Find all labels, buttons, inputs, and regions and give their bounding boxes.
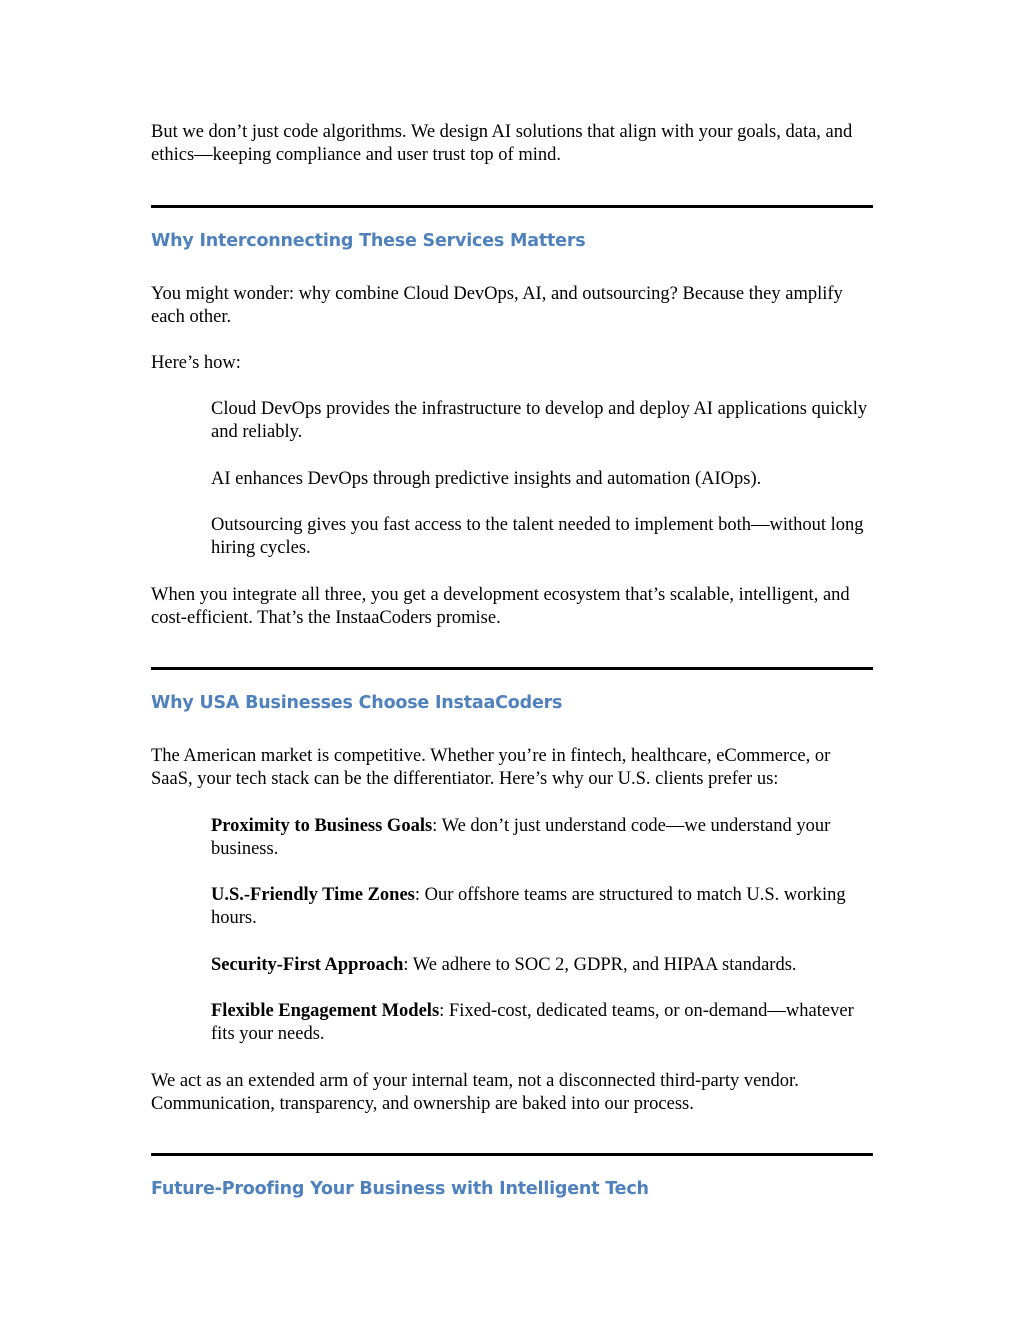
- usa-reason: [211, 884, 873, 930]
- usa-conclusion-paragraph: We act as an extended arm of your internal team, not a disconnected third-party vendor. Communication, transparency, and ownership are baked into our process.: [151, 1071, 799, 1114]
- usa-reason-title: Security-First Approach: [211, 955, 404, 975]
- section-divider: [151, 205, 873, 208]
- usa-reason: [211, 815, 873, 861]
- usa-reason-title: Flexible Engagement Models: [211, 1001, 440, 1021]
- intro-paragraph: But we don’t just code algorithms. We design AI solutions that align with your goals, data, and ethics—keeping compliance and user trust top of mind.: [151, 122, 853, 165]
- section-divider: [151, 1153, 873, 1156]
- usa-reason-title: U.S.-Friendly Time Zones: [211, 885, 415, 905]
- usa-reason-title: Proximity to Business Goals: [211, 816, 433, 836]
- section-divider: [151, 667, 873, 670]
- interconnect-point: AI enhances DevOps through predictive insights and automation (AIOps).: [211, 469, 762, 489]
- section-heading-interconnect: Why Interconnecting These Services Matters: [151, 231, 586, 251]
- interconnect-point: Cloud DevOps provides the infrastructure to develop and deploy AI applications quickly and reliably.: [211, 399, 868, 442]
- usa-reason-text: : Fixed-cost, dedicated teams, or on-demand—whatever fits your needs.: [211, 1001, 854, 1044]
- section-heading-usa: Why USA Businesses Choose InstaaCoders: [151, 693, 563, 713]
- usa-reason-text: : Our offshore teams are structured to match U.S. working hours.: [211, 885, 846, 928]
- interconnect-lead-paragraph: You might wonder: why combine Cloud DevOps, AI, and outsourcing? Because they amplify each other.: [151, 284, 843, 327]
- interconnect-conclusion-paragraph: When you integrate all three, you get a development ecosystem that’s scalable, intelligent, and cost-efficient. That’s the InstaaCoders promise.: [151, 585, 850, 628]
- usa-reason-text: : We adhere to SOC 2, GDPR, and HIPAA standards.: [403, 955, 797, 975]
- usa-lead-paragraph: The American market is competitive. Whether you’re in fintech, healthcare, eCommerce, or SaaS, your tech stack can be the differentiator. Here’s why our U.S. clients prefer us:: [151, 746, 831, 789]
- usa-reason-text: : We don’t just understand code—we understand your business.: [211, 816, 831, 859]
- usa-reason: [211, 954, 873, 977]
- section-heading-future: Future-Proofing Your Business with Intelligent Tech: [151, 1179, 649, 1199]
- interconnect-point: Outsourcing gives you fast access to the talent needed to implement both—without long hiring cycles.: [211, 515, 864, 558]
- usa-reason: [211, 1000, 873, 1046]
- interconnect-how-paragraph: Here’s how:: [151, 353, 241, 373]
